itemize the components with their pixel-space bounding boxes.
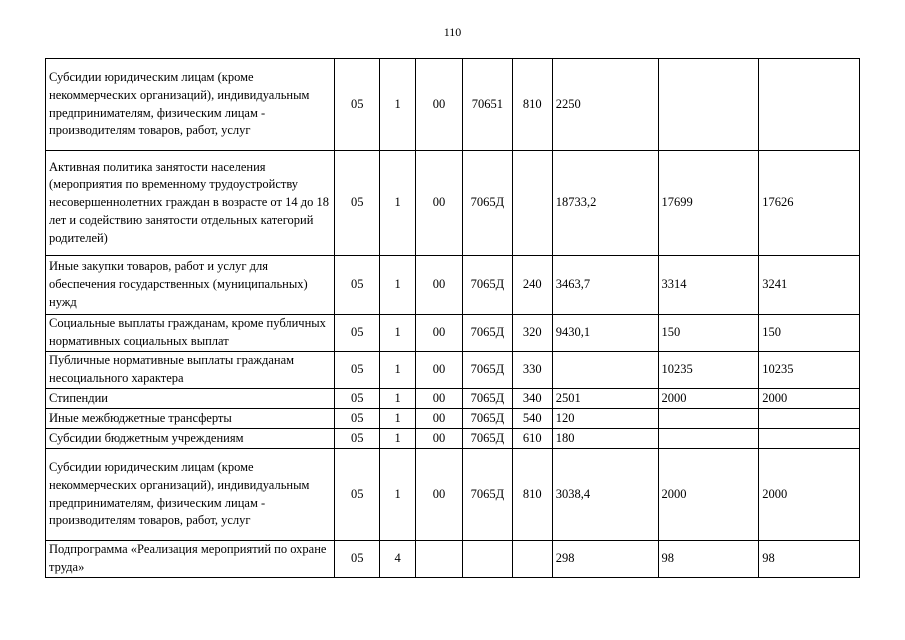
- table-row: [46, 59, 860, 151]
- expense-type-code: [512, 541, 552, 578]
- amount-year-3: 150: [759, 315, 860, 352]
- table-row: [46, 389, 860, 409]
- table-row: [46, 541, 860, 578]
- expense-type-code: 330: [512, 352, 552, 389]
- target-item-code: 70651: [462, 59, 512, 151]
- expense-type-code: 240: [512, 256, 552, 315]
- expense-type-code: 340: [512, 389, 552, 409]
- amount-year-2: 2000: [658, 449, 759, 541]
- row-name: Социальные выплаты гражданам, кроме публичных нормативных социальных выплат: [46, 315, 335, 352]
- expense-type-code: 540: [512, 409, 552, 429]
- table-row: [46, 256, 860, 315]
- amount-year-3: 98: [759, 541, 860, 578]
- target-item-code: 7065Д: [462, 352, 512, 389]
- table-row: [46, 315, 860, 352]
- target-item-code: 7065Д: [462, 429, 512, 449]
- amount-year-2: 150: [658, 315, 759, 352]
- amount-year-1: 120: [552, 409, 658, 429]
- target-item-code: 7065Д: [462, 449, 512, 541]
- amount-year-2: 3314: [658, 256, 759, 315]
- row-name: Активная политика занятости населения (мероприятия по временному трудоустройству несовершеннолетних граждан в возрасте от 14 до 18 лет и содействию занятости отдельных категорий родителей): [46, 151, 335, 256]
- program-code: 00: [416, 315, 463, 352]
- program-code: 00: [416, 389, 463, 409]
- amount-year-3: 2000: [759, 389, 860, 409]
- row-name: Публичные нормативные выплаты гражданам несоциального характера: [46, 352, 335, 389]
- section-code: 05: [335, 449, 380, 541]
- section-code: 05: [335, 541, 380, 578]
- program-code: 00: [416, 449, 463, 541]
- section-code: 05: [335, 429, 380, 449]
- subsection-code: 1: [380, 256, 416, 315]
- subsection-code: 1: [380, 409, 416, 429]
- subsection-code: 1: [380, 429, 416, 449]
- row-name: Субсидии юридическим лицам (кроме некоммерческих организаций), индивидуальным предпринимателям, физическим лицам - производителям товаров, работ, услуг: [46, 449, 335, 541]
- program-code: [416, 541, 463, 578]
- amount-year-2: 98: [658, 541, 759, 578]
- row-name: Иные закупки товаров, работ и услуг для обеспечения государственных (муниципальных) нужд: [46, 256, 335, 315]
- amount-year-3: 2000: [759, 449, 860, 541]
- expense-type-code: 610: [512, 429, 552, 449]
- expense-type-code: 810: [512, 449, 552, 541]
- amount-year-1: 2250: [552, 59, 658, 151]
- amount-year-2: [658, 59, 759, 151]
- expense-type-code: 320: [512, 315, 552, 352]
- amount-year-1: 3463,7: [552, 256, 658, 315]
- section-code: 05: [335, 151, 380, 256]
- section-code: 05: [335, 389, 380, 409]
- amount-year-3: 3241: [759, 256, 860, 315]
- table-row: [46, 151, 860, 256]
- amount-year-1: 180: [552, 429, 658, 449]
- amount-year-1: [552, 352, 658, 389]
- table-row: [46, 409, 860, 429]
- budget-table: [45, 58, 860, 578]
- subsection-code: 1: [380, 352, 416, 389]
- subsection-code: 1: [380, 151, 416, 256]
- subsection-code: 1: [380, 59, 416, 151]
- row-name: Подпрограмма «Реализация мероприятий по охране труда»: [46, 541, 335, 578]
- table-row: [46, 449, 860, 541]
- target-item-code: [462, 541, 512, 578]
- target-item-code: 7065Д: [462, 409, 512, 429]
- target-item-code: 7065Д: [462, 315, 512, 352]
- target-item-code: 7065Д: [462, 389, 512, 409]
- program-code: 00: [416, 256, 463, 315]
- amount-year-3: [759, 59, 860, 151]
- amount-year-1: 9430,1: [552, 315, 658, 352]
- page-number: 110: [443, 25, 462, 39]
- program-code: 00: [416, 151, 463, 256]
- subsection-code: 1: [380, 315, 416, 352]
- amount-year-2: 17699: [658, 151, 759, 256]
- row-name: Иные межбюджетные трансферты: [46, 409, 335, 429]
- expense-type-code: [512, 151, 552, 256]
- section-code: 05: [335, 315, 380, 352]
- amount-year-1: 2501: [552, 389, 658, 409]
- subsection-code: 1: [380, 389, 416, 409]
- table-row: [46, 429, 860, 449]
- amount-year-3: 10235: [759, 352, 860, 389]
- amount-year-2: [658, 409, 759, 429]
- amount-year-2: [658, 429, 759, 449]
- row-name: Субсидии юридическим лицам (кроме некоммерческих организаций), индивидуальным предпринимателям, физическим лицам - производителям товаров, работ, услуг: [46, 59, 335, 151]
- amount-year-2: 2000: [658, 389, 759, 409]
- target-item-code: 7065Д: [462, 151, 512, 256]
- section-code: 05: [335, 409, 380, 429]
- amount-year-1: 18733,2: [552, 151, 658, 256]
- program-code: 00: [416, 409, 463, 429]
- program-code: 00: [416, 429, 463, 449]
- section-code: 05: [335, 256, 380, 315]
- amount-year-2: 10235: [658, 352, 759, 389]
- amount-year-1: 3038,4: [552, 449, 658, 541]
- program-code: 00: [416, 352, 463, 389]
- amount-year-1: 298: [552, 541, 658, 578]
- subsection-code: 4: [380, 541, 416, 578]
- amount-year-3: [759, 409, 860, 429]
- section-code: 05: [335, 59, 380, 151]
- amount-year-3: 17626: [759, 151, 860, 256]
- program-code: 00: [416, 59, 463, 151]
- target-item-code: 7065Д: [462, 256, 512, 315]
- amount-year-3: [759, 429, 860, 449]
- subsection-code: 1: [380, 449, 416, 541]
- row-name: Стипендии: [46, 389, 335, 409]
- section-code: 05: [335, 352, 380, 389]
- row-name: Субсидии бюджетным учреждениям: [46, 429, 335, 449]
- table-row: [46, 352, 860, 389]
- expense-type-code: 810: [512, 59, 552, 151]
